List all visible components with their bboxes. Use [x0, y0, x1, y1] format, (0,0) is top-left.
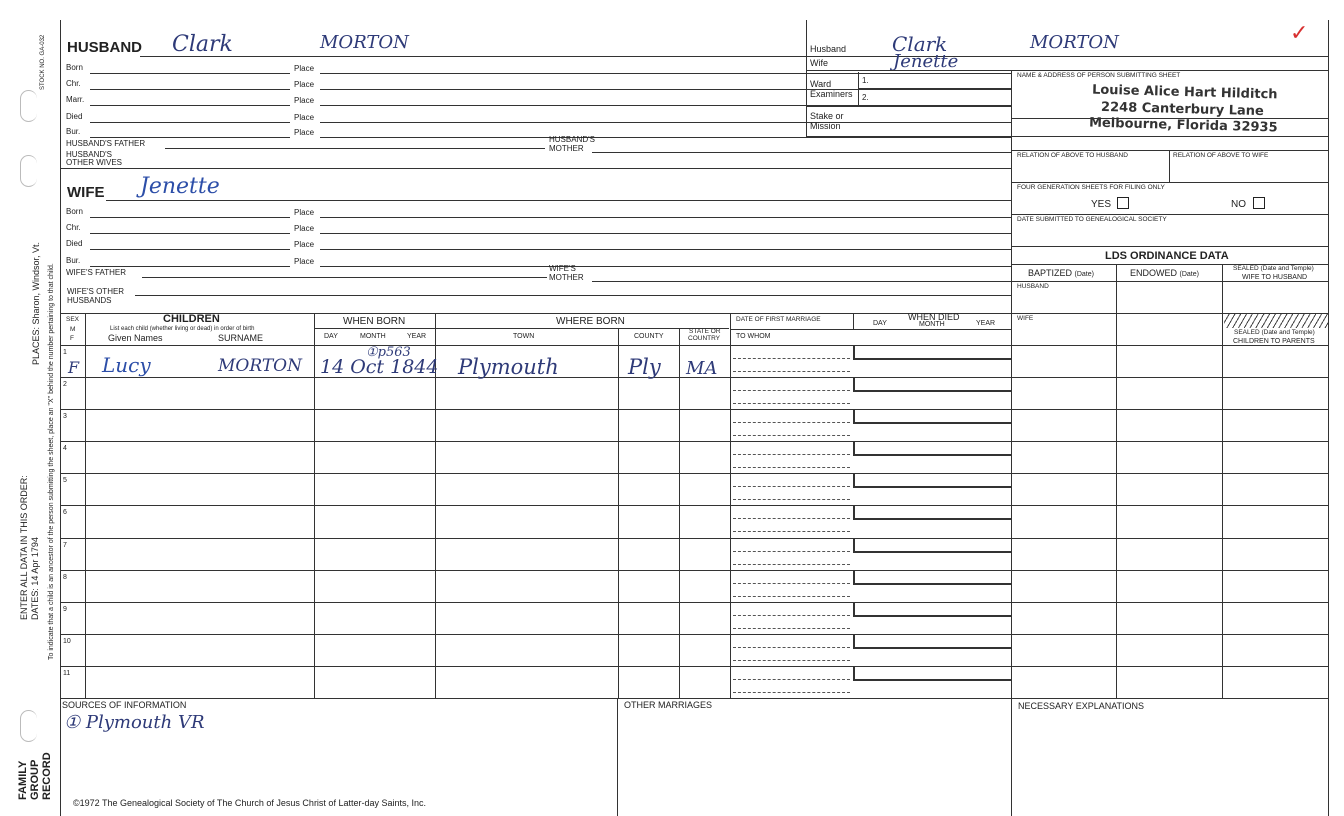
- child1-given: Lucy: [102, 353, 151, 377]
- yes-checkbox[interactable]: [1117, 197, 1129, 209]
- relation-wife-label: RELATION OF ABOVE TO WIFE: [1173, 152, 1269, 159]
- child-row-line: [60, 602, 1328, 603]
- check-mark: ✓: [1290, 20, 1309, 45]
- header-wife-label: Wife: [810, 58, 828, 68]
- submitter-city: Melbourne, Florida 32935: [1088, 115, 1278, 136]
- col-where-born: WHERE BORN: [556, 316, 625, 327]
- col-sex-f: F: [70, 335, 74, 342]
- child-row-died-line: [853, 679, 1012, 681]
- child-row-line: [60, 666, 1328, 667]
- wife-other-husbands-label-2: HUSBANDS: [67, 296, 112, 305]
- col-state: STATE OR: [689, 328, 721, 335]
- source-1: ① Plymouth VR: [64, 712, 205, 733]
- mission-label: Mission: [810, 121, 841, 131]
- child-row-died-bracket: [853, 539, 855, 551]
- wife-event-line: [90, 249, 290, 250]
- child-row-number: 2: [63, 381, 67, 389]
- child-row-line: [60, 505, 1328, 506]
- wife-event-line: [90, 217, 290, 218]
- wife-event-line: [90, 233, 290, 234]
- col-given-names: Given Names: [108, 333, 163, 343]
- child-row-died-line: [853, 358, 1012, 360]
- wife-event-label: Bur.: [66, 256, 81, 265]
- wife-event-label: Died: [66, 239, 83, 248]
- wife-father-label: WIFE'S FATHER: [66, 268, 127, 277]
- submitter-street: 2248 Canterbury Lane: [1100, 99, 1264, 120]
- form-title-family: FAMILY: [17, 760, 29, 800]
- header-husband-label: Husband: [810, 44, 847, 54]
- husband-place-line: [320, 89, 1012, 90]
- wife-other-husbands-label: WIFE'S OTHER: [67, 287, 125, 296]
- col-surname: SURNAME: [218, 333, 264, 343]
- header-husband-given: Clark: [892, 32, 948, 56]
- wife-place-label: Place: [294, 208, 315, 217]
- husband-event-line: [90, 105, 290, 106]
- child-row-line: [60, 538, 1328, 539]
- child1-town: Plymouth: [458, 355, 559, 379]
- child-row-number: 9: [63, 605, 67, 613]
- stake-label: Stake or: [810, 111, 844, 121]
- child-row-dash: [733, 628, 850, 629]
- husband-father-label: HUSBAND'S FATHER: [66, 139, 146, 148]
- child-row-dash: [733, 403, 850, 404]
- wife-event-label: Born: [66, 207, 83, 216]
- child-row-number: 10: [63, 637, 71, 645]
- child-row-died-bracket: [853, 667, 855, 679]
- child-row-died-bracket: [853, 474, 855, 486]
- col-died-year: YEAR: [976, 320, 996, 327]
- header-husband-surname: MORTON: [1030, 32, 1119, 53]
- lds-husband-row: HUSBAND: [1017, 283, 1049, 290]
- husband-other-wives-label-2: OTHER WIVES: [66, 158, 123, 167]
- child-row-dash: [733, 371, 850, 372]
- child-row-died-bracket: [853, 506, 855, 518]
- lds-title: LDS ORDINANCE DATA: [1105, 250, 1229, 262]
- husband-heading: HUSBAND: [67, 39, 142, 56]
- child-row-died-line: [853, 422, 1012, 424]
- child-row-died-line: [853, 390, 1012, 392]
- side-places: PLACES: Sharon, Windsor, Vt.: [31, 241, 41, 365]
- child-row-dash: [733, 679, 850, 680]
- child1-sex: F: [68, 358, 80, 377]
- husband-event-line: [90, 73, 290, 74]
- submitter-label: NAME & ADDRESS OF PERSON SUBMITTING SHEET: [1017, 72, 1181, 79]
- child-row-dash: [733, 692, 850, 693]
- examiners-label: Examiners: [810, 89, 853, 99]
- child1-county: Ply: [628, 355, 661, 379]
- col-town: TOWN: [513, 333, 535, 340]
- child-row-dash: [733, 486, 850, 487]
- husband-event-line: [90, 122, 290, 123]
- husband-place-line: [320, 73, 1012, 74]
- relation-husband-label: RELATION OF ABOVE TO HUSBAND: [1017, 152, 1128, 159]
- col-died-day: DAY: [873, 320, 887, 327]
- child-row-died-bracket: [853, 635, 855, 647]
- col-county: COUNTY: [634, 333, 664, 340]
- wife-event-line: [90, 266, 290, 267]
- sources-label: SOURCES OF INFORMATION: [62, 700, 187, 710]
- wife-mother-label: WIFE'S: [549, 264, 576, 273]
- child-row-number: 8: [63, 573, 67, 581]
- header-wife-given: Jenette: [893, 51, 959, 72]
- child1-source-note: ①p563: [366, 345, 411, 360]
- wife-heading: WIFE: [67, 184, 105, 201]
- husband-event-label: Died: [66, 112, 83, 121]
- child-row-dash: [733, 499, 850, 500]
- child-row-dash: [733, 518, 850, 519]
- binder-hole: [20, 155, 37, 187]
- wife-place-line: [320, 249, 1012, 250]
- other-marriages-label: OTHER MARRIAGES: [624, 700, 713, 710]
- child-row-number: 1: [63, 349, 67, 356]
- child-row-died-line: [853, 647, 1012, 649]
- child-row-dash: [733, 551, 850, 552]
- husband-event-label: Chr.: [66, 79, 81, 88]
- binder-hole: [20, 90, 37, 122]
- child-row-died-bracket: [853, 410, 855, 422]
- submitter-name: Louise Alice Hart Hilditch: [1091, 82, 1278, 103]
- col-sex: SEX: [66, 316, 80, 323]
- husband-event-line: [90, 137, 290, 138]
- child-row-dash: [733, 467, 850, 468]
- ward-label: Ward: [810, 79, 832, 89]
- child-row-died-line: [853, 583, 1012, 585]
- child-row-died-line: [853, 551, 1012, 553]
- child-row-dash: [733, 596, 850, 597]
- child-row-dash: [733, 531, 850, 532]
- child-row-line: [60, 473, 1328, 474]
- yes-label: YES: [1091, 199, 1112, 210]
- col-day: DAY: [324, 333, 338, 340]
- child-row-line: [60, 634, 1328, 635]
- wife-place-label: Place: [294, 224, 315, 233]
- wife-given-name: Jenette: [140, 174, 220, 199]
- child1-born: 14 Oct 1844: [320, 356, 439, 378]
- child-row-dash: [733, 358, 850, 359]
- child-row-died-line: [853, 518, 1012, 520]
- wife-place-line: [320, 266, 1012, 267]
- date-submitted-label: DATE SUBMITTED TO GENEALOGICAL SOCIETY: [1017, 216, 1167, 223]
- wife-mother-label-2: MOTHER: [549, 273, 584, 282]
- lds-sealed-wife-2: WIFE TO HUSBAND: [1242, 274, 1308, 281]
- col-children: CHILDREN: [163, 313, 220, 325]
- child-row-dash: [733, 564, 850, 565]
- col-when-born: WHEN BORN: [343, 316, 406, 327]
- necessary-explanations-label: NECESSARY EXPLANATIONS: [1018, 701, 1145, 711]
- husband-given-name: Clark: [172, 32, 233, 57]
- child-row-died-bracket: [853, 346, 855, 358]
- husband-place-label: Place: [294, 113, 315, 122]
- husband-place-label: Place: [294, 64, 315, 73]
- wife-place-label: Place: [294, 257, 315, 266]
- child-row-line: [60, 409, 1328, 410]
- child-row-dash: [733, 390, 850, 391]
- child-row-died-line: [853, 615, 1012, 617]
- child-row-line: [60, 570, 1328, 571]
- lds-wife-row: WIFE: [1017, 315, 1034, 322]
- husband-surname: MORTON: [320, 32, 409, 53]
- child-row-died-bracket: [853, 571, 855, 583]
- child-row-dash: [733, 647, 850, 648]
- lds-sealed-children-2: CHILDREN TO PARENTS: [1233, 338, 1315, 345]
- husband-event-label: Bur.: [66, 127, 81, 136]
- col-children-note: List each child (whether living or dead) in order of birth: [110, 326, 255, 332]
- form-title-record: RECORD: [41, 752, 53, 800]
- child-row-died-bracket: [853, 603, 855, 615]
- no-checkbox[interactable]: [1253, 197, 1265, 209]
- col-state-2: COUNTRY: [688, 335, 721, 342]
- lds-sealed-wife: SEALED (Date and Temple): [1233, 265, 1314, 272]
- husband-place-label: Place: [294, 96, 315, 105]
- child-row-died-bracket: [853, 378, 855, 390]
- four-gen-label: FOUR GENERATION SHEETS FOR FILING ONLY: [1017, 184, 1165, 191]
- child-row-number: 6: [63, 509, 67, 517]
- child-row-dash: [733, 660, 850, 661]
- col-when-died: WHEN DIED: [908, 312, 960, 322]
- child-row-died-bracket: [853, 442, 855, 454]
- child-row-number: 5: [63, 477, 67, 485]
- child-row-line: [60, 441, 1328, 442]
- husband-event-label: Born: [66, 63, 83, 72]
- no-label: NO: [1231, 199, 1246, 210]
- col-to-whom: TO WHOM: [736, 333, 771, 340]
- stock-number: STOCK NO. GA-032: [40, 34, 46, 90]
- binder-hole: [20, 710, 37, 742]
- child-row-died-line: [853, 454, 1012, 456]
- wife-place-label: Place: [294, 240, 315, 249]
- husband-event-label: Marr.: [66, 95, 85, 104]
- col-died-month: MONTH: [919, 321, 945, 328]
- child-row-dash: [733, 435, 850, 436]
- copyright: ©1972 The Genealogical Society of The Church of Jesus Christ of Latter-day Saints, Inc.: [73, 798, 426, 808]
- husband-place-label: Place: [294, 128, 315, 137]
- form-title-group: GROUP: [29, 759, 41, 800]
- husband-event-line: [90, 89, 290, 90]
- col-first-marriage: DATE OF FIRST MARRIAGE: [736, 316, 821, 323]
- side-order: ENTER ALL DATA IN THIS ORDER:: [19, 475, 29, 620]
- husband-other-wives-label: HUSBAND'S: [66, 150, 112, 159]
- side-dates: DATES: 14 Apr 1794: [30, 537, 40, 620]
- wife-place-line: [320, 217, 1012, 218]
- examiner-1: 1.: [862, 76, 869, 85]
- lds-sealed-children: SEALED (Date and Temple): [1234, 329, 1315, 336]
- lds-hatched-cell: [1224, 314, 1328, 328]
- child-row-dash: [733, 454, 850, 455]
- side-instruction: To indicate that a child is an ancestor of the person submitting the sheet, place an "X" behind the number pertaining to that child.: [48, 263, 55, 660]
- child-row-number: 11: [63, 669, 71, 677]
- child-row-number: 3: [63, 413, 67, 421]
- wife-event-label: Chr.: [66, 223, 81, 232]
- examiner-2: 2.: [862, 93, 869, 102]
- husband-place-line: [320, 122, 1012, 123]
- child1-surname: MORTON: [218, 356, 302, 376]
- husband-place-line: [320, 137, 1012, 138]
- child-row-died-line: [853, 486, 1012, 488]
- col-sex-m: M: [70, 326, 76, 333]
- husband-mother-label-2: MOTHER: [549, 144, 584, 153]
- lds-endowed: ENDOWED (Date): [1130, 268, 1199, 278]
- child-row-dash: [733, 422, 850, 423]
- lds-baptized: BAPTIZED (Date): [1028, 268, 1094, 278]
- child1-state: MA: [686, 358, 718, 379]
- child-row-dash: [733, 583, 850, 584]
- wife-place-line: [320, 233, 1012, 234]
- husband-mother-label: HUSBAND'S: [549, 135, 595, 144]
- col-month: MONTH: [360, 333, 386, 340]
- child-row-number: 7: [63, 541, 67, 549]
- child-row-number: 4: [63, 445, 67, 453]
- col-year: YEAR: [407, 333, 427, 340]
- child-row-dash: [733, 615, 850, 616]
- husband-place-label: Place: [294, 80, 315, 89]
